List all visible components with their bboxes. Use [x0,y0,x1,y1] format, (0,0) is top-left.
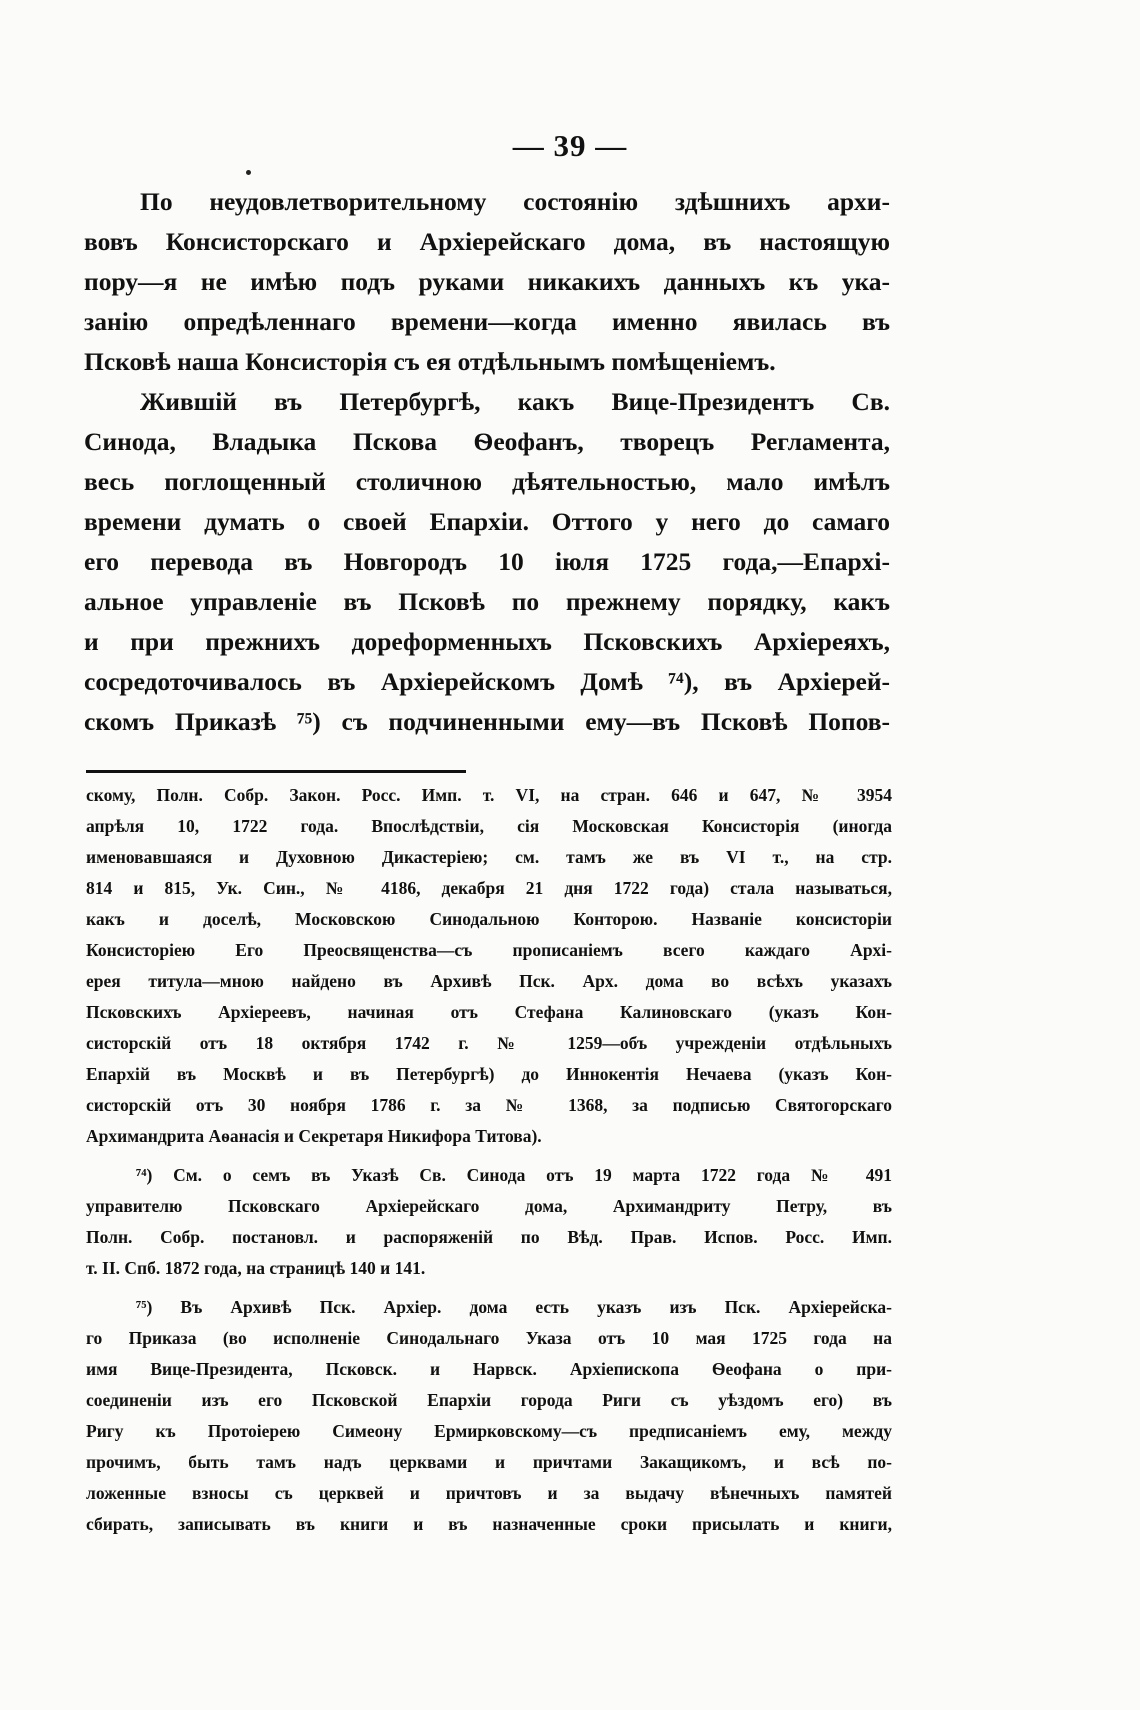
footnote-line: сбирать, записывать въ книги и въ назначенные сроки присылать и книги, [86,1514,892,1534]
footnote-line: апрѣля 10, 1722 года. Впослѣдствіи, сія Московская Консисторія (иногда [86,816,892,836]
footnote-line: ⁷⁵) Въ Архивѣ Пск. Архіер. дома есть указъ изъ Пск. Архіерейска- [136,1297,892,1317]
footnote-line: какъ и доселѣ, Московскою Синодальною Конторою. Названіе консисторіи [86,909,892,929]
footnote-line: именовавшаяся и Духовною Дикастеріею; см. тамъ же въ VI т., на стр. [86,847,892,867]
footnote-line: Полн. Собр. постановл. и распоряженій по Вѣд. Прав. Испов. Росс. Имп. [86,1227,892,1247]
footnote-line: систорскій отъ 30 ноября 1786 г. за № 1368, за подписью Святогорскаго [86,1095,892,1115]
text-line: Жившій въ Петербургѣ, какъ Вице-Президентъ Св. [140,387,890,416]
footnote-line: т. II. Спб. 1872 года, на страницѣ 140 и 141. [86,1258,426,1278]
text-line: альное управленіе въ Псковѣ по прежнему порядку, какъ [84,587,890,616]
footnote-line: управителю Псковскаго Архіерейскаго дома, Архимандриту Петру, въ [86,1196,892,1216]
footnote-line: Псковскихъ Архіереевъ, начиная отъ Стефана Калиновскаго (указъ Кон- [86,1002,892,1022]
footnote-line: имя Вице-Президента, Псковск. и Нарвск. Архіепископа Ѳеофана о при- [86,1359,892,1379]
footnote-line: Архимандрита Аѳанасія и Секретаря Никифора Титова). [86,1126,542,1146]
text-line: сосредоточивалось въ Архіерейскомъ Домѣ ⁷⁴), въ Архіерей- [84,667,890,696]
text-line: Псковѣ наша Консисторія съ ея отдѣльнымъ помѣщеніемъ. [84,347,776,376]
footnote-line: соединеніи изъ его Псковской Епархіи города Риги съ уѣздомъ его) въ [86,1390,892,1410]
text-line: вовъ Консисторскаго и Архіерейскаго дома, въ настоящую [84,227,890,256]
footnote-line: систорскій отъ 18 октября 1742 г. № 1259—объ учрежденіи отдѣльныхъ [86,1033,892,1053]
text-line: Синода, Владыка Пскова Ѳеофанъ, творецъ Регламента, [84,427,890,456]
text-line: весь поглощенный столичною дѣятельностью, мало имѣлъ [84,467,890,496]
footnote-line: го Приказа (во исполненіе Синодальнаго Указа отъ 10 мая 1725 года на [86,1328,892,1348]
text-line: скомъ Приказѣ ⁷⁵) съ подчиненными ему—въ Псковѣ Попов- [84,707,890,736]
ink-speck [246,170,251,175]
page-number: — 39 — [512,128,628,163]
footnote-line: ⁷⁴) См. о семъ въ Указѣ Св. Синода отъ 19 марта 1722 года № 491 [136,1165,892,1185]
footnote-line: скому, Полн. Собр. Закон. Росс. Имп. т. VI, на стран. 646 и 647, № 3954 [86,785,892,805]
main-text [84,182,890,742]
text-line: По неудовлетворительному состоянію здѣшнихъ архи- [140,187,890,216]
text-line: и при прежнихъ дореформенныхъ Псковскихъ Архіереяхъ, [84,627,890,656]
text-line: занію опредѣленнаго времени—когда именно явилась въ [84,307,890,336]
footnote-line: 814 и 815, Ук. Син., № 4186, декабря 21 дня 1722 года) стала называться, [86,878,892,898]
footnote-line: ерея титула—мною найдено въ Архивѣ Пск. Арх. дома во всѣхъ указахъ [86,971,892,991]
footnote-line: Ригу къ Протоіерею Симеону Ермирковскому—съ предписаніемъ ему, между [86,1421,892,1441]
footnote-line: Епархій въ Москвѣ и въ Петербургѣ) до Иннокентія Нечаева (указъ Кон- [86,1064,892,1084]
footnote-line: прочимъ, быть тамъ надъ церквами и причтами Закащикомъ, и всѣ по- [86,1452,892,1472]
text-line: времени думать о своей Епархіи. Оттого у него до самаго [84,507,890,536]
text-line: пору—я не имѣю подъ руками никакихъ данныхъ къ ука- [84,267,890,296]
footnotes [86,780,892,1540]
footnote-line: Консисторіею Его Преосвященства—съ прописаніемъ всего каждаго Архі- [86,940,892,960]
footnote-separator [86,770,466,773]
text-line: его перевода въ Новгородъ 10 іюля 1725 года,—Епархі- [84,547,890,576]
footnote-line: ложенные взносы съ церквей и причтовъ и за выдачу вѣнечныхъ памятей [86,1483,892,1503]
